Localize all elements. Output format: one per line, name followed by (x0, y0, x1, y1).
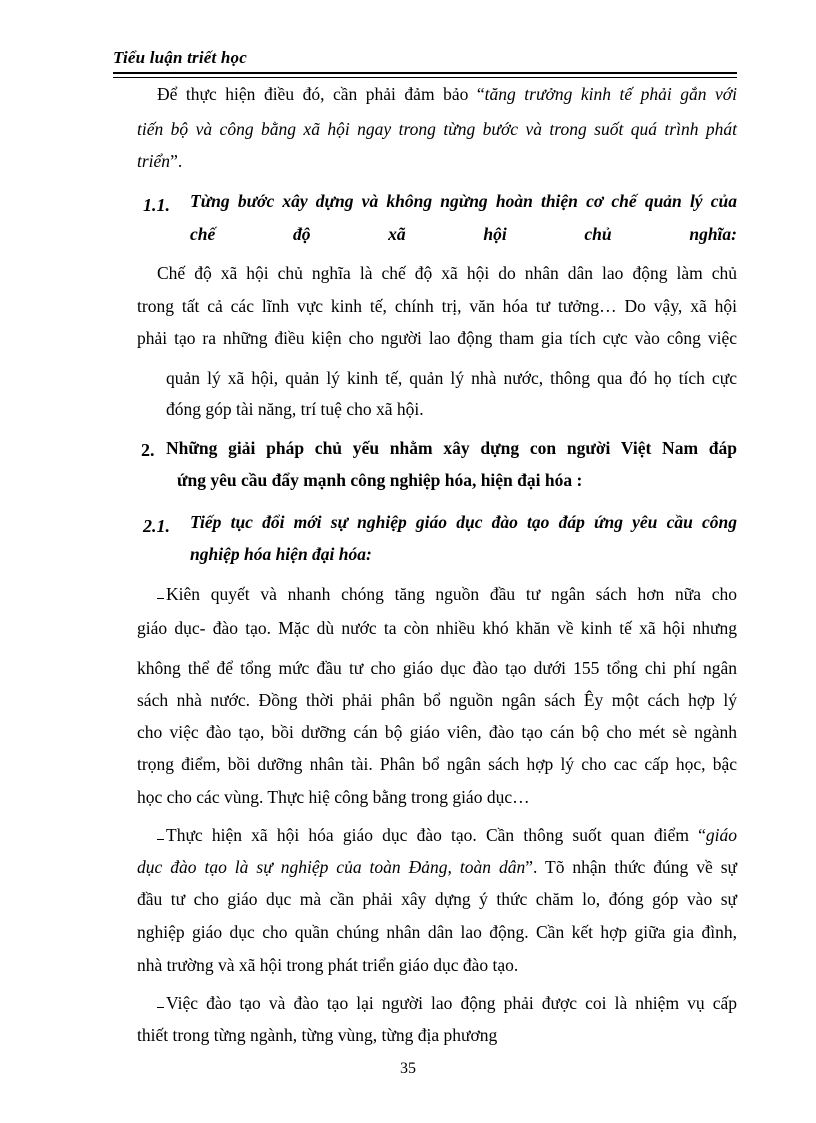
bullet-dash-icon (157, 598, 164, 599)
header-rule-thin (113, 77, 737, 78)
bullet-2-line-4: nghiệp giáo dục cho quần chúng nhân dân lao động. Cần kết hợp giữa gia đình, (137, 922, 737, 942)
bullet-1-line-5: cho việc đào tạo, bồi dưỡng cán bộ giáo viên, đào tạo cán bộ cho mét sè ngành (137, 722, 737, 742)
section-1-1-number: 1.1. (143, 195, 170, 215)
header-rule-thick (113, 72, 737, 74)
bullet-dash-icon (157, 839, 164, 840)
page-number: 35 (400, 1060, 416, 1077)
bullet-2-line-1: Thực hiện xã hội hóa giáo dục đào tạo. Cần thông suốt quan điểm “giáo (157, 827, 737, 845)
para-1-line-2: trong tất cả các lĩnh vực kinh tế, chính trị, văn hóa tư tưởng… Do vậy, xã hội (137, 296, 737, 316)
section-1-1-title-line-2: chế độ xã hội chủ nghĩa: (190, 224, 737, 244)
bullet-3-line-2: thiết trong từng ngành, từng vùng, từng địa phương (137, 1025, 498, 1045)
para-1-line-3: phải tạo ra những điều kiện cho người lao động tham gia tích cực vào công việc (137, 328, 737, 348)
intro-line-1: Để thực hiện điều đó, cần phải đảm bảo “tăng trưởng kinh tế phải gắn với (157, 84, 737, 104)
bullet-2-line-5: nhà trường và xã hội trong phát triển giáo dục đào tạo. (137, 955, 519, 975)
para-1-line-4: quản lý xã hội, quản lý kinh tế, quản lý nhà nước, thông qua đó họ tích cực (166, 368, 737, 388)
bullet-2-line-2: dục đào tạo là sự nghiệp của toàn Đảng, toàn dân”. Tõ nhận thức đúng về sự (137, 857, 737, 877)
section-2-number: 2. (141, 440, 155, 460)
section-2-1-number: 2.1. (143, 516, 170, 536)
bullet-1-line-1: Kiên quyết và nhanh chóng tăng nguồn đầu tư ngân sách hơn nữa cho (157, 586, 737, 604)
bullet-2-line-3: đầu tư cho giáo dục mà cần phải xây dựng ý thức chăm lo, đóng góp vào sự (137, 889, 737, 909)
section-1-1-title-line-1: Từng bước xây dựng và không ngừng hoàn thiện cơ chế quản lý của (190, 191, 737, 211)
bullet-1-line-4: sách nhà nước. Đồng thời phải phân bổ nguồn ngân sách Êy một cách hợp lý (137, 690, 737, 710)
section-2-1-title-line-2: nghiệp hóa hiện đại hóa: (190, 544, 372, 564)
bullet-3-line-1: Việc đào tạo và đào tạo lại người lao động phải được coi là nhiệm vụ cấp (157, 995, 737, 1013)
intro-line-3: triển”. (137, 151, 183, 171)
para-1-line-5: đóng góp tài năng, trí tuệ cho xã hội. (166, 399, 424, 419)
bullet-1-line-7: học cho các vùng. Thực hiệ công bằng trong giáo dục… (137, 787, 530, 807)
bullet-1-line-2: giáo dục- đào tạo. Mặc dù nước ta còn nhiều khó khăn về kinh tế xã hội nhưng (137, 618, 737, 638)
bullet-dash-icon (157, 1007, 164, 1008)
intro-line-2: tiến bộ và công bằng xã hội ngay trong từng bước và trong suốt quá trình phát (137, 119, 737, 139)
bullet-1-line-6: trọng điểm, bồi dưỡng nhân tài. Phân bổ ngân sách hợp lý cho cac cấp học, bậc (137, 754, 737, 774)
section-2-1-title-line-1: Tiếp tục đổi mới sự nghiệp giáo dục đào tạo đáp ứng yêu cầu công (190, 512, 737, 532)
section-2-title-line-1: Những giải pháp chủ yếu nhằm xây dựng con người Việt Nam đáp (166, 438, 737, 458)
document-header-title: Tiểu luận triết học (113, 48, 247, 67)
para-1-line-1: Chế độ xã hội chủ nghĩa là chế độ xã hội do nhân dân lao động làm chủ (157, 263, 737, 283)
bullet-1-line-3: không thể để tổng mức đầu tư cho giáo dục đào tạo dưới 155 tổng chi phí ngân (137, 658, 737, 678)
section-2-title-line-2: ứng yêu cầu đẩy mạnh công nghiệp hóa, hiện đại hóa : (177, 470, 583, 490)
